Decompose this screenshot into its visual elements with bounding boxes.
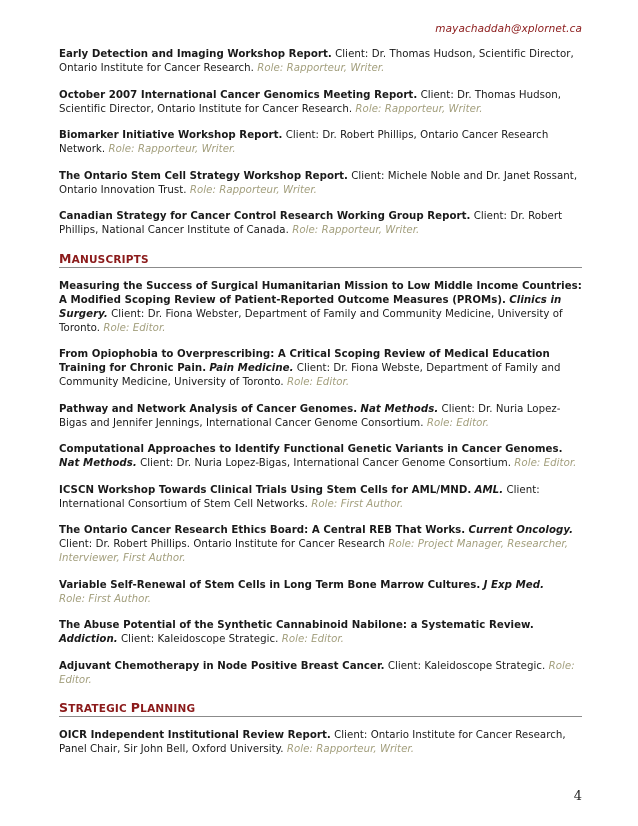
entry-title: Biomarker Initiative Workshop Report. [59,130,283,141]
entry-title: ICSCN Workshop Towards Clinical Trials Using Stem Cells for AML/MND. [59,484,472,496]
entry-title: October 2007 International Cancer Genomics Meeting Report. [59,89,418,101]
entry-role: Role: Rapporteur, Writer. [355,103,483,115]
entry-role: Role: Editor. [59,660,575,686]
entry-title: The Ontario Stem Cell Strategy Workshop Report. [59,170,348,182]
entry-journal: Pain Medicine. [209,363,294,374]
section-heading-strategic-planning: STRATEGIC PLANNING [59,700,582,717]
entry-role: Role: First Author. [59,593,152,605]
entry-journal: Current Oncology. [468,525,574,536]
entry-role: Role: Editor. [281,634,344,645]
entry-client: Client: Dr. Robert Phillips, National Cancer Institute of Canada. [59,211,563,236]
manuscript-entry [59,660,582,688]
manuscript-entry [59,348,582,390]
entry-journal: Nat Methods. [360,403,439,415]
entry-role: Role: Rapporteur, Writer. [257,63,385,74]
entry-client: Client: Dr. Robert Phillips, Ontario Cancer Research Network. [59,130,549,155]
entry-title: Adjuvant Chemotherapy in Node Positive Breast Cancer. [59,660,385,672]
content [59,48,582,770]
entry-role: Role: Rapporteur, Writer. [292,225,420,236]
entry-client: Client: Dr. Thomas Hudson, Scientific Director, Ontario Institute for Cancer Research. [59,49,574,74]
entry-title: The Ontario Cancer Research Ethics Board: A Central REB That Works. [59,525,466,536]
entry-client: Client: Dr. Nuria Lopez-Bigas, International Cancer Genome Consortium. [140,458,511,469]
entry-title: The Abuse Potential of the Synthetic Cannabinoid Nabilone: a Systematic Review. [59,620,534,631]
entry-client: Client: International Consortium of Stem Cell Networks. [59,484,540,510]
entry-client: Client: Dr. Thomas Hudson, Scientific Director, Ontario Institute for Cancer Research. [59,89,562,115]
entry-title: OICR Independent Institutional Review Report. [59,730,331,741]
report-entry [59,48,582,76]
manuscript-entry [59,443,582,471]
entry-role: Role: Rapporteur, Writer. [286,744,415,755]
entry-journal: Clinics in Surgery. [59,294,562,320]
entry-title: Pathway and Network Analysis of Cancer Genomes. [59,403,358,415]
header-email: mayachaddah@xplornet.ca [435,23,582,35]
entry-title: Variable Self-Renewal of Stem Cells in Long Term Bone Marrow Cultures. [59,579,481,591]
entry-client: Client: Michele Noble and Dr. Janet Rossant, Ontario Innovation Trust. [59,170,578,196]
report-entry [59,210,582,238]
manuscript-entry [59,619,582,647]
entry-role: Role: Project Manager, Researcher, Interviewer, First Author. [59,539,568,564]
entry-client: Client: Dr. Fiona Webster, Department of Family and Community Medicine, University of Toronto. [59,308,563,334]
entry-title: Canadian Strategy for Cancer Control Research Working Group Report. [59,211,471,222]
entry-journal: J Exp Med. [483,579,545,591]
entry-title: Measuring the Success of Surgical Humanitarian Mission to Low Middle Income Countries: A Modified Scoping Review of Patient-Reported Outcome Measures (PROMs). [59,280,582,306]
entry-client: Client: Dr. Fiona Webste, Department of Family and Community Medicine, University of Toronto. [59,363,561,388]
manuscript-entry [59,484,582,512]
entry-role: Role: Editor. [286,377,350,388]
manuscript-entry [59,524,582,566]
entry-title: From Opiophobia to Overprescribing: A Critical Scoping Review of Medical Education Training for Chronic Pain. [59,349,550,374]
report-entry [59,170,582,198]
entry-title: Early Detection and Imaging Workshop Report. [59,49,332,60]
section-heading-manuscripts: MANUSCRIPTS [59,251,582,268]
entry-client: Client: Kaleidoscope Strategic. [120,634,279,645]
strategic-entry [59,729,582,757]
report-entry [59,89,582,117]
entry-role: Role: Editor. [426,417,490,429]
manuscript-entry [59,403,582,431]
entry-role: Role: Rapporteur, Writer. [108,144,236,155]
entry-client: Client: Ontario Institute for Cancer Research, Panel Chair, Sir John Bell, Oxford University. [59,730,566,755]
entry-role: Role: Editor. [103,322,166,334]
entry-client: Client: Dr. Nuria Lopez-Bigas and Jennifer Jennings, International Cancer Genome Consortium. [59,403,561,429]
manuscript-entry [59,280,582,336]
entry-title: Computational Approaches to Identify Functional Genetic Variants in Cancer Genomes. [59,444,563,455]
entry-journal: AML. [474,484,504,496]
entry-role: Role: First Author. [311,498,404,510]
entry-journal: Nat Methods. [59,458,137,469]
entry-role: Role: Editor. [514,458,577,469]
entry-role: Role: Rapporteur, Writer. [189,184,317,196]
report-entry [59,129,582,157]
entry-journal: Addiction. [59,634,118,645]
entry-client: Client: Kaleidoscope Strategic. [387,660,546,672]
page-number: 4 [573,789,582,804]
entry-client: Client: Dr. Robert Phillips. Ontario Institute for Cancer Research [59,539,386,550]
manuscript-entry [59,579,582,607]
